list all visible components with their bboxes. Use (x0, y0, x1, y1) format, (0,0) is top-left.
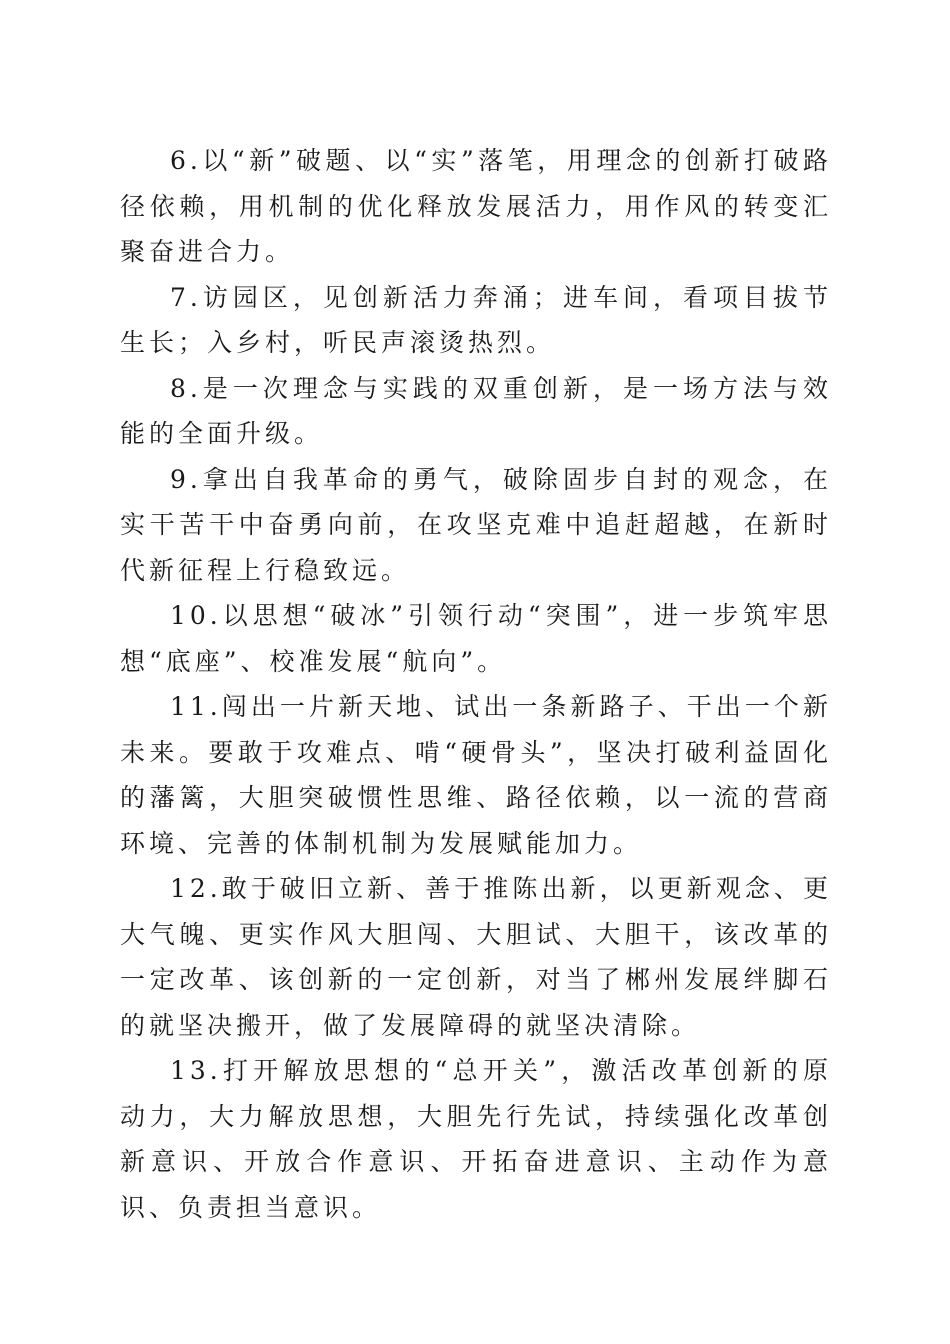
paragraph-12: 12.敢于破旧立新、善于推陈出新，以更新观念、更大气魄、更实作风大胆闯、大胆试、大胆干，该改革的一定改革、该创新的一定创新，对当了郴州发展绊脚石的就坚决搬开，做了发展障碍的就坚决清除。 (120, 874, 832, 1040)
paragraph-7: 7.访园区，见创新活力奔涌；进车间，看项目拔节生长；入乡村，听民声滚烫热烈。 (120, 282, 832, 357)
paragraph-8: 8.是一次理念与实践的双重创新，是一场方法与效能的全面升级。 (120, 373, 832, 448)
paragraph-6: 6.以“新”破题、以“实”落笔，用理念的创新打破路径依赖，用机制的优化释放发展活力，用作风的转变汇聚奋进合力。 (120, 146, 832, 266)
paragraph-10: 10.以思想“破冰”引领行动“突围”，进一步筑牢思想“底座”、校准发展“航向”。 (120, 601, 832, 676)
paragraph-11: 11.闯出一片新天地、试出一条新路子、干出一个新未来。要敢于攻难点、啃“硬骨头”，坚决打破利益固化的藩篱，大胆突破惯性思维、路径依赖，以一流的营商环境、完善的体制机制为发展赋能加力。 (120, 692, 832, 858)
paragraph-9: 9.拿出自我革命的勇气，破除固步自封的观念，在实干苦干中奋勇向前，在攻坚克难中追赶超越，在新时代新征程上行稳致远。 (120, 464, 832, 585)
document-body (120, 138, 832, 1230)
paragraph-13: 13.打开解放思想的“总开关”，激活改革创新的原动力，大力解放思想，大胆先行先试，持续强化改革创新意识、开放合作意识、开拓奋进意识、主动作为意识、负责担当意识。 (120, 1056, 832, 1222)
